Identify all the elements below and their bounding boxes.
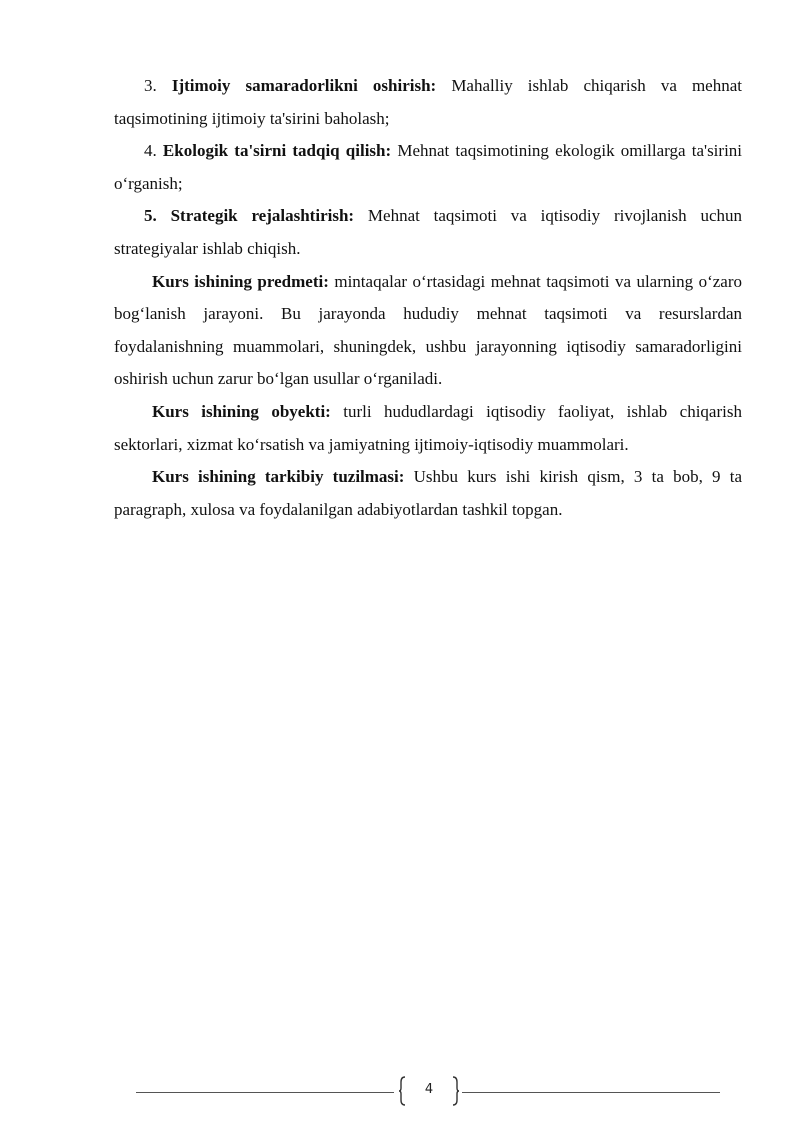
page-footer: [136, 1076, 720, 1106]
footer-rule-left: [136, 1092, 394, 1093]
paragraph-text: Ushbu kurs ishi kirish qism, 3 ta bob, 9 ta paragraph, xulosa va foydalanilgan adabiyotlardan tashkil topgan.: [114, 467, 742, 519]
item-term: Ijtimoiy samaradorlikni oshirish:: [171, 76, 437, 95]
paragraph-object: [114, 396, 742, 461]
paragraph-structure: [114, 461, 742, 526]
footer-rule-right: [462, 1092, 720, 1093]
right-brace-icon: [452, 1076, 460, 1106]
paragraph-subject: [114, 266, 742, 396]
left-brace-icon: [398, 1076, 406, 1106]
item-text: Mehnat taqsimotining ekologik omillarga ta'sirini oʻrganish;: [114, 141, 743, 193]
paragraph-term: Kurs ishining predmeti:: [152, 271, 329, 291]
paragraph-text: turli hududlardagi iqtisodiy faoliyat, ishlab chiqarish sektorlari, xizmat koʻrsatish va jamiyatning ijtimoiy-iqtisodiy muammolari.: [114, 401, 742, 454]
item-text: Mehnat taqsimoti va iqtisodiy rivojlanish uchun strategiyalar ishlab chiqish.: [114, 206, 743, 258]
item-number: 5.: [144, 206, 157, 226]
item-number: 3.: [144, 76, 157, 95]
list-item-strategic-planning: [114, 200, 742, 265]
item-text: Mahalliy ishlab chiqarish va mehnat taqsimotining ijtimoiy ta'sirini baholash;: [114, 76, 742, 128]
document-body: [114, 70, 742, 526]
page-number: 4: [424, 1082, 434, 1097]
paragraph-text: mintaqalar oʻrtasidagi mehnat taqsimoti va ularning oʻzaro bogʻlanish jarayoni. Bu jarayonda hududiy mehnat taqsimoti va resurslardan foydalanishning muammolari, shuningdek, ushbu jarayonning iqtisodiy samaradorligini oshirish uchun zarur boʻlgan usullar oʻrganiladi.: [114, 271, 742, 389]
item-term: Ekologik ta'sirni tadqiq qilish:: [162, 141, 392, 161]
paragraph-term: Kurs ishining tarkibiy tuzilmasi:: [152, 467, 405, 487]
list-item-ecological-impact: [114, 135, 742, 200]
paragraph-term: Kurs ishining obyekti:: [152, 401, 331, 421]
item-number: 4.: [144, 141, 157, 161]
item-term: Strategik rejalashtirish:: [170, 206, 355, 226]
list-item-social-efficiency: [114, 70, 742, 135]
